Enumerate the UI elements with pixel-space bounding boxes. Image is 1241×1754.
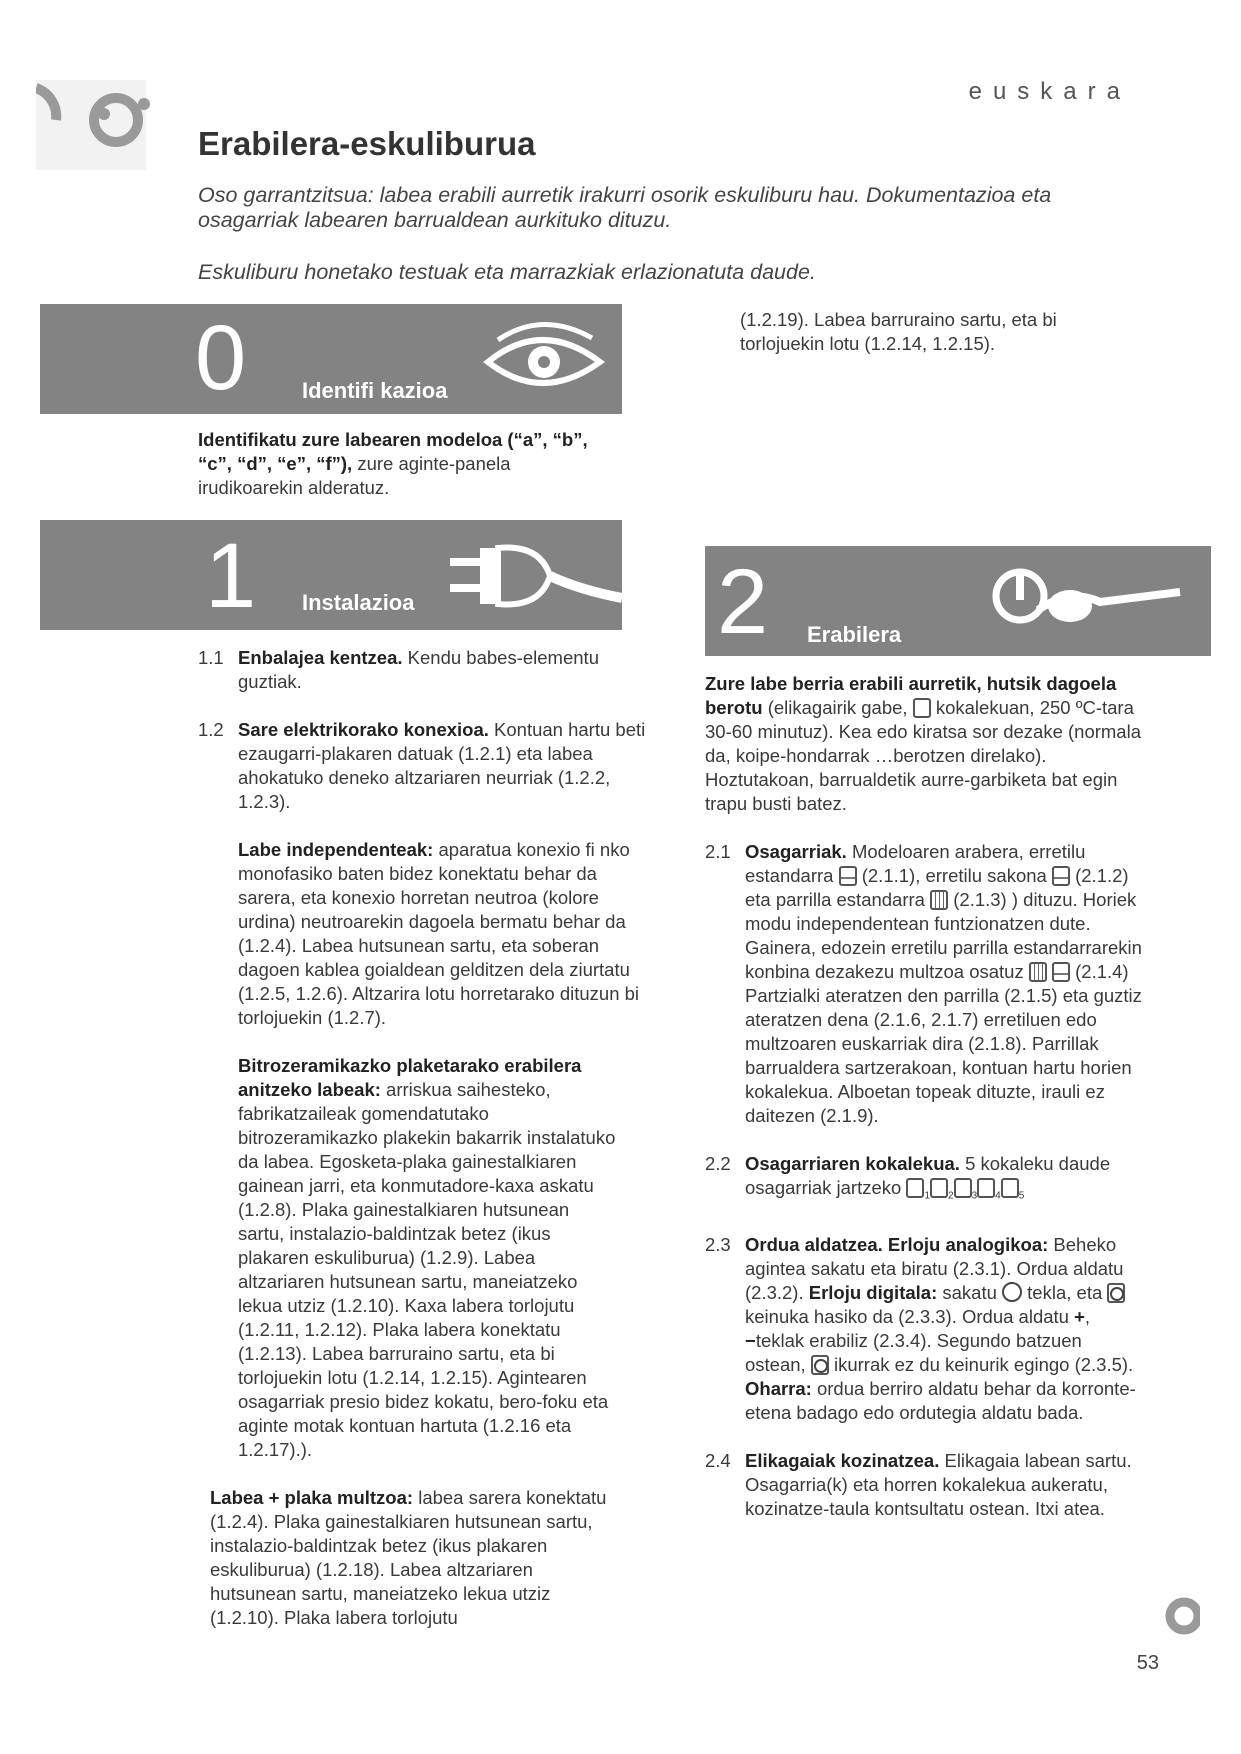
section-number: 2 — [717, 551, 769, 653]
section-number: 0 — [195, 307, 247, 409]
list-item-1-2: 1.2 Sare elektrikorako konexioa. Kontuan hartu beti ezaugarri-plakaren datuak (1.2.1) eta labea ahokatuko deneko altzariaren neurriak (1.2.2, 1.2.3). — [198, 719, 646, 812]
section-number: 1 — [205, 525, 257, 627]
level-3-icon — [954, 1178, 972, 1198]
grill-rack-icon — [1029, 962, 1047, 982]
language-label: euskara — [968, 78, 1131, 105]
list-item-2-2: 2.2 Osagarriaren kokalekua. 5 kokaleku daude osagarriak jartzeko $_1$ $_2$ $_3$ $_4$ $_5$ — [705, 1153, 1111, 1202]
paragraph-oven-hob-set: Labea + plaka multzoa: labea sarera konektatu (1.2.4). Plaka gainestalkiaren hutsunean sartu, instalazio-baldintzak betez (ikus plakaren eskuliburua) (1.2.18). Labea altzariaren hutsunean sartu, maneiatzeko lekua utziz (1.2.10). Plaka labera torlojutu — [210, 1487, 607, 1628]
intro-text-2: Eskuliburu honetako testuak eta marrazkiak erlazionatuta daude. — [198, 260, 816, 284]
eye-icon — [480, 318, 610, 402]
knob-touch-icon — [980, 560, 1190, 644]
brand-logo — [36, 80, 156, 170]
section-1-header — [40, 520, 622, 630]
grill-rack-icon — [930, 890, 948, 910]
plus-icon: + — [1074, 1305, 1085, 1327]
corner-ring-icon — [1160, 1592, 1200, 1640]
level-1-icon — [906, 1178, 924, 1198]
note: Oharra: ordua berriro aldatu behar da korronte-etena badago edo ordutegia aldatu bada. — [745, 1377, 1136, 1423]
clock-display-icon — [811, 1355, 829, 1375]
standard-tray-icon — [839, 866, 857, 886]
level-2-icon — [930, 1178, 948, 1198]
section-2-text — [705, 672, 1145, 1521]
paragraph-ceramic-hobs: Bitrozeramikazko plaketarako erabilera anitzeko labeak: arriskua saihesteko, fabrikatzaileak gomendatutako bitrozeramikazko plakekin bakarrik instalatuko da labea. Egosketa-plaka gainestalkiaren gainean jarri, eta konmutadore-kaxa askatu (1.2.8). Plaka gainestalkiaren hutsunean sartu, instalazio-baldintzak betez (ikus plakaren eskuliburua) (1.2.9). Labea altzariaren hutsunean sartu, maneiatzeko lekua utziz (1.2.10). Kaxa labera torlojutu (1.2.11, 1.2.12). Plaka labera konektatu (1.2.13). Labea barruraino sartu, eta bi torlojuekin lotu (1.2.14, 1.2.15). Agintearen osagarriak presio bidez kokatu, bero-foku eta aginte motak kontuan hartuta (1.2.16 eta 1.2.17).). — [238, 1055, 616, 1460]
oven-level-icon — [913, 698, 931, 718]
section-0-text: Identifikatu zure labearen modeloa (“a”, “b”, “c”, “d”, “e”, “f”), zure aginte-panela irudikoarekin alderatuz. — [198, 429, 588, 498]
section-label: Instalazioa — [302, 590, 415, 615]
deep-tray-icon — [1052, 866, 1070, 886]
list-item-2-4: 2.4 Elikagaiak kozinatzea. Elikagaia labean sartu. Osagarria(k) eta horren kokalekua aukeratu, kozinatze-taula kontsultatu ostean. Itxi atea. — [705, 1449, 1132, 1519]
section-1-text — [198, 646, 666, 1630]
clock-display-icon — [1107, 1283, 1125, 1303]
paragraph-independent-ovens: Labe independenteak: aparatua konexio fi nko monofasiko baten bidez konektatu behar da sarera, eta konexio horretan neutroa (kolore urdina) neutroarekin dagoela bermatu behar da (1.2.4). Labea hutsunean sartu, eta soberan dagoen kablea goialdean gelditzen dela ziurtatu (1.2.5, 1.2.6). Altzarira lotu horretarako dituzun bi torlojuekin (1.2.7). — [238, 839, 640, 1028]
clock-icon — [1002, 1282, 1022, 1302]
section-label: Erabilera — [807, 622, 902, 647]
list-item-1-1: 1.1 Enbalajea kentzea. Kendu babes-elementu guztiak. — [198, 647, 599, 692]
section-0-header — [40, 304, 622, 414]
plug-icon — [450, 540, 622, 620]
list-item-2-1: 2.1 Osagarriak. Modeloaren arabera, erretilu estandarra (2.1.1), erretilu sakona (2.1.2) eta parrilla estandarra (2.1.3) ) dituzu. Horiek modu independentean funtzionatzen dute. Gainera, edozein erretilu parrilla estandarrarekin konbina dezakezu multzoa osatuz (2.1.4) Partzialki ateratzen den parrilla (2.1.5) eta guztiz ateratzen dena (2.1.6, 2.1.7) erretiluen edo multzoaren euskarriak dira (2.1.8). Parrillak barrualdera sartzerakoan, kontuan hartu horien kokalekua. Alboetan topeak dituzte, irauli ez daitezen (2.1.9). — [705, 841, 1142, 1126]
continued-text: (1.2.19). Labea barruraino sartu, eta bi torlojuekin lotu (1.2.14, 1.2.15). — [740, 309, 1057, 354]
page-title: Erabilera-eskuliburua — [198, 125, 536, 162]
level-5-icon — [1001, 1178, 1019, 1198]
minus-icon: − — [745, 1329, 756, 1351]
tray-icon — [1052, 962, 1070, 982]
level-4-icon — [977, 1178, 995, 1198]
intro-text: Oso garrantzitsua: labea erabili aurretik irakurri osorik eskuliburu hau. Dokumentazioa eta osagarriak labearen barrualdean aurkituko dituzu. — [198, 183, 1052, 233]
list-item-2-3: 2.3 Ordua aldatzea. Erloju analogikoa: Beheko agintea sakatu eta biratu (2.3.1). Ordua aldatu (2.3.2). Erloju digitala: sakatu tekla, eta keinuka hasiko da (2.3.3). Ordua aldatu +, −teklak erabiliz (2.3.4). Segundo batzuen ostean, ikurrak ez du keinurik egingo (2.3.5). — [705, 1233, 1134, 1375]
section-2-header — [705, 546, 1211, 656]
section-label: Identifi kazioa — [302, 378, 448, 403]
page-number: 53 — [1136, 1652, 1159, 1674]
section-2-intro: Zure labe berria erabili aurretik, hutsik dagoela berotu (elikagairik gabe, kokalekuan, 250 ºC-tara 30-60 minutuz). Kea edo kiratsa sor dezake (normala da, koipe-hondarrak …berotzen direlako). Hoztutakoan, barrualdetik aurre-garbiketa bat egin trapu busti batez. — [705, 673, 1141, 814]
